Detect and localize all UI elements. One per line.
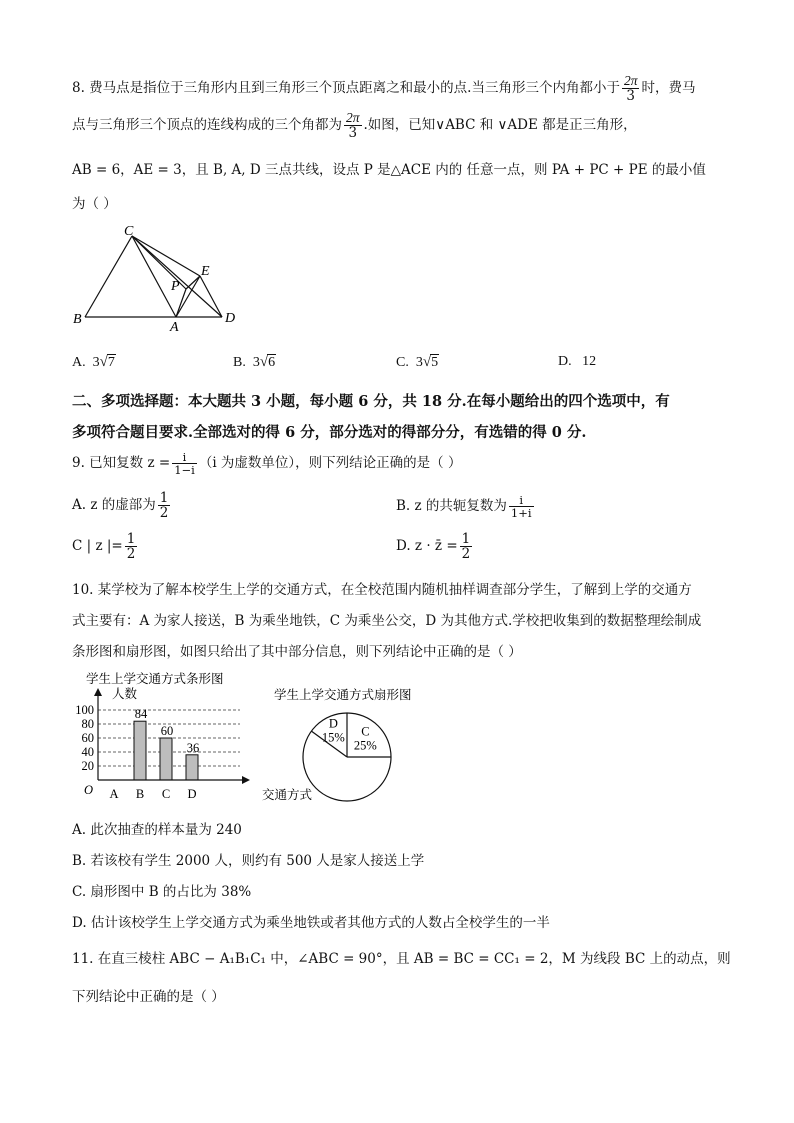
bar-B [134, 721, 146, 780]
q9-stem-a: 9. 已知复数 z = [72, 455, 171, 472]
x-axis-label: 交通方式 [262, 788, 313, 802]
q8-line3: AB = 6，AE = 3，且 B, A, D 三点共线，设点 P 是△ACE 内的 任意一点，则 PA + PC + PE 的最小值 [72, 162, 706, 178]
q8-line1 [72, 74, 695, 103]
y-tick-60: 60 [81, 731, 94, 745]
option-text: A. z 的虚部为 [72, 497, 156, 514]
sqrt-sign: √ [259, 354, 269, 370]
frac-num: 2π [346, 110, 360, 125]
q9-fraction [172, 451, 197, 476]
option-value: 12 [582, 354, 597, 369]
q8-option-b [233, 354, 276, 371]
q8-option-d [558, 354, 596, 370]
option-label: A. [72, 355, 86, 370]
q8-line4: 为（ ） [72, 196, 117, 212]
q8-line2 [72, 111, 637, 140]
frac [158, 491, 171, 520]
x-axis-arrow [242, 776, 250, 784]
pie-value-C: 25% [353, 738, 377, 753]
label-C: C [124, 224, 134, 239]
q8-text-2b: .如图，已知∨ABC 和 ∨ADE 都是正三角形， [363, 117, 637, 134]
frac-den: 2 [159, 505, 169, 522]
q11-line1: 11. 在直三棱柱 ABC − A₁B₁C₁ 中，∠ABC = 90°，且 AB = BC = CC₁ = 2，M 为线段 BC 上的动点，则 [72, 951, 731, 967]
line-CA [132, 236, 176, 317]
y-tick-20: 20 [81, 759, 94, 773]
data-label-B: 84 [134, 707, 148, 722]
option-coef: 3 [415, 355, 423, 370]
q9-option-a [72, 491, 172, 520]
origin-label: O [84, 783, 94, 797]
q9-stem [72, 451, 461, 476]
q9-stem-b: （i 为虚数单位），则下列结论正确的是（ ） [198, 455, 462, 472]
pie-value-D: 15% [321, 730, 345, 745]
q8-text-2a: 点与三角形三个顶点的连线构成的三个角都为 [72, 117, 342, 134]
q10-option-b: B. 若该校有学生 2000 人，则约有 500 人是家人接送上学 [72, 853, 425, 869]
label-E: E [201, 264, 210, 279]
frac-den: 2 [461, 546, 471, 563]
sqrt-sign: √ [422, 354, 432, 370]
q8-triangle-figure [70, 222, 245, 334]
bar-D [186, 755, 198, 780]
option-label: C. [396, 355, 409, 370]
frac-num: 1 [461, 531, 471, 547]
frac-den: 2 [126, 546, 136, 563]
frac [460, 532, 473, 561]
option-radicand: 7 [107, 355, 115, 370]
y-tick-40: 40 [81, 745, 94, 759]
data-label-C: 60 [160, 724, 174, 738]
y-tick-100: 100 [75, 703, 94, 717]
x-tick-A: A [109, 787, 119, 801]
frac-den: 1+i [510, 506, 532, 521]
frac-den: 3 [626, 88, 636, 105]
option-coef: 3 [92, 355, 100, 370]
label-D: D [225, 311, 236, 326]
option-text: B. z 的共轭复数为 [396, 498, 507, 515]
frac-den: 1−i [174, 463, 195, 478]
q8-fraction-2pi-3-b [344, 111, 362, 140]
label-P: P [171, 279, 180, 294]
y-tick-80: 80 [81, 717, 94, 731]
q10-option-c: C. 扇形图中 B 的占比为 38% [72, 884, 252, 900]
q10-line3: 条形图和扇形图，如图只给出了其中部分信息，则下列结论中正确的是（ ） [72, 644, 522, 660]
section2-header-line1: 二、多项选择题：本大题共 3 小题，每小题 6 分，共 18 分.在每小题给出的四个选项中，有 [72, 393, 670, 410]
pie-chart-title: 学生上学交通方式扇形图 [274, 688, 412, 702]
option-label: B. [233, 355, 246, 370]
option-text: D. z · z̄ = [396, 538, 458, 555]
frac [125, 532, 138, 561]
x-tick-B: B [135, 787, 145, 801]
pie-slices [303, 713, 391, 801]
q8-text-1a: 8. 费马点是指位于三角形内且到三角形三个顶点距离之和最小的点.当三角形三个内角都小于 [72, 80, 620, 97]
q10-line1: 10. 某学校为了解本校学生上学的交通方式，在全校范围内随机抽样调查部分学生，了解到上学的交通方 [72, 582, 692, 598]
frac-den: 3 [348, 125, 358, 142]
frac-num: 1 [159, 490, 169, 506]
label-B: B [73, 312, 82, 327]
pie-chart [272, 682, 432, 807]
x-tick-C: C [161, 787, 171, 801]
bar-chart [72, 668, 313, 808]
line-BC [85, 236, 132, 317]
q11-line2: 下列结论中正确的是（ ） [72, 989, 225, 1005]
line-ED [200, 276, 222, 317]
q8-option-a [72, 354, 116, 371]
q9-option-b [396, 494, 536, 519]
pie-label-D: D [328, 716, 338, 731]
sqrt-sign: √ [99, 354, 108, 370]
option-radicand: 5 [431, 355, 439, 370]
x-tick-D: D [187, 787, 197, 801]
data-label-D: 36 [186, 740, 200, 755]
pie-label-C: C [361, 724, 370, 739]
option-radicand: 6 [268, 355, 276, 370]
q8-text-1b: 时，费马 [641, 80, 696, 97]
q10-option-a: A. 此次抽查的样本量为 240 [72, 822, 242, 838]
option-label: D. [558, 354, 572, 369]
q8-option-c [396, 354, 439, 371]
option-coef: 3 [252, 355, 260, 370]
label-A: A [170, 320, 179, 335]
frac-num: 1 [126, 531, 136, 547]
y-axis-arrow [94, 688, 102, 696]
section2-header-line2: 多项符合题目要求.全部选对的得 6 分，部分选对的得部分分，有选错的得 0 分. [72, 424, 587, 441]
frac [509, 494, 534, 519]
bar-chart-title: 学生上学交通方式条形图 [86, 672, 224, 686]
bar-C [160, 738, 172, 780]
q8-fraction-2pi-3 [622, 74, 640, 103]
frac-num: i [172, 451, 197, 464]
frac-num: i [509, 494, 534, 507]
q10-line2: 式主要有：A 为家人接送，B 为乘坐地铁，C 为乘坐公交，D 为其他方式.学校把收集到的数据整理绘制成 [72, 613, 702, 629]
option-text: C | z |= [72, 538, 123, 555]
q10-option-d: D. 估计该校学生上学交通方式为乘坐地铁或者其他方式的人数占全校学生的一半 [72, 915, 550, 931]
y-axis-label: 人数 [112, 687, 138, 701]
frac-num: 2π [623, 73, 638, 88]
q9-option-c [72, 532, 139, 561]
q9-option-d [396, 532, 474, 561]
